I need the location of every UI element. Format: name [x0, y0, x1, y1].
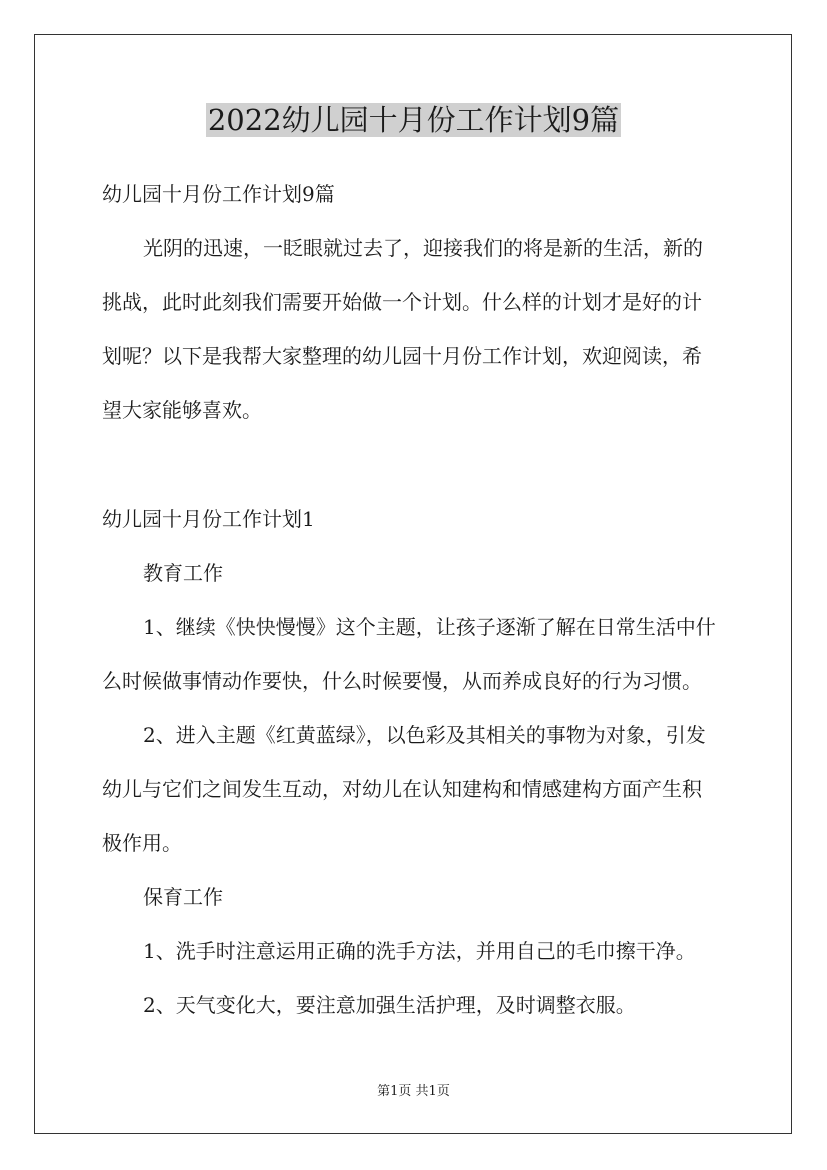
education-item-2-line-2: 幼儿与它们之间发生互动，对幼儿在认知建构和情感建构方面产生积: [102, 777, 702, 801]
intro-paragraph-line-2: 挑战，此时此刻我们需要开始做一个计划。什么样的计划才是好的计: [102, 290, 702, 314]
intro-paragraph-line-3: 划呢？以下是我帮大家整理的幼儿园十月份工作计划，欢迎阅读，希: [102, 344, 702, 368]
intro-paragraph-line-1: 光阴的迅速，一眨眼就过去了，迎接我们的将是新的生活，新的: [143, 236, 703, 260]
document-title: 2022幼儿园十月份工作计划9篇: [207, 103, 620, 137]
section-heading: 幼儿园十月份工作计划1: [102, 507, 315, 531]
education-item-2-line-3: 极作用。: [102, 831, 182, 855]
education-item-1-line-1: 1、继续《快快慢慢》这个主题，让孩子逐渐了解在日常生活中什: [143, 615, 716, 639]
document-subtitle: 幼儿园十月份工作计划9篇: [102, 182, 335, 206]
education-heading: 教育工作: [143, 561, 223, 585]
intro-paragraph-line-4: 望大家能够喜欢。: [102, 398, 262, 422]
care-heading: 保育工作: [143, 885, 223, 909]
page-number: 第1页 共1页: [377, 1084, 450, 1099]
education-item-2-line-1: 2、进入主题《红黄蓝绿》，以色彩及其相关的事物为对象，引发: [143, 723, 706, 747]
care-item-1: 1、洗手时注意运用正确的洗手方法，并用自己的毛巾擦干净。: [143, 939, 696, 963]
care-item-2: 2、天气变化大，要注意加强生活护理，及时调整衣服。: [143, 993, 636, 1017]
education-item-1-line-2: 么时候做事情动作要快，什么时候要慢，从而养成良好的行为习惯。: [102, 669, 702, 693]
